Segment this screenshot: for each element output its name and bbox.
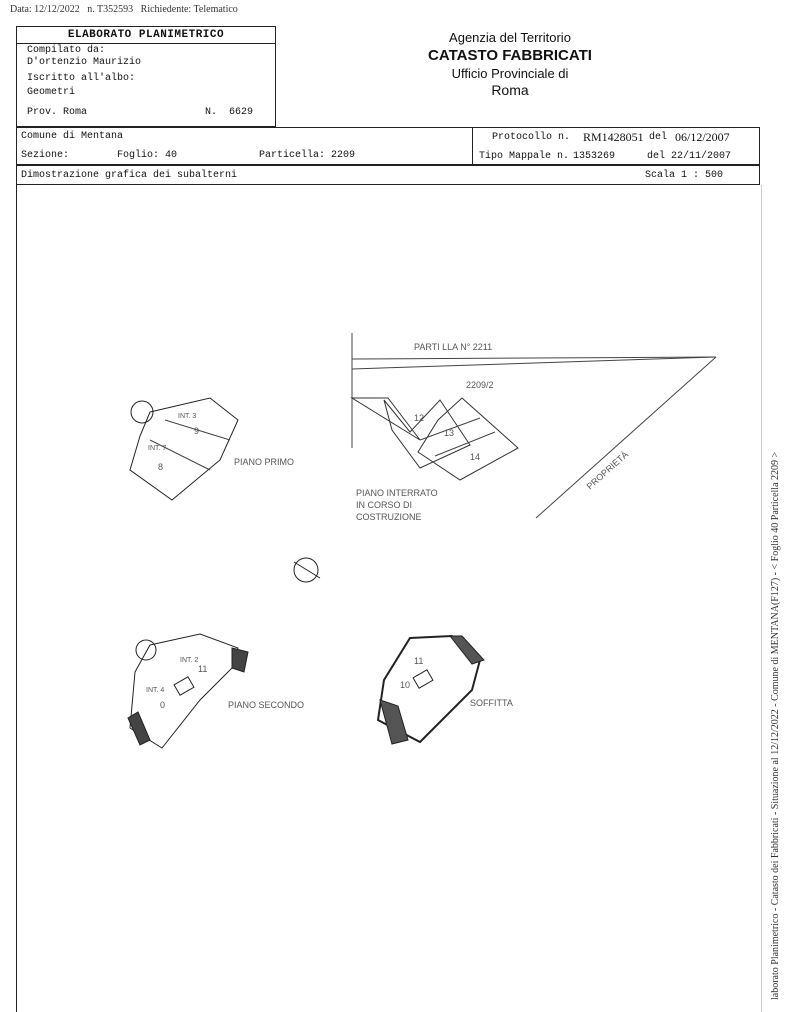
north-arrow-circle — [294, 558, 318, 582]
soffitta-terrace-top — [450, 636, 484, 664]
side-footer-text: laborato Planimetrico - Catasto dei Fabbricati - Situazione al 12/12/2022 - Comune di MENTANA(F127) - < Foglio 40 Particella 2209 > — [770, 451, 781, 1000]
tipo-mappale-date: 22/11/2007 — [671, 151, 732, 162]
unit-13: 13 — [444, 428, 455, 438]
foglio: Foglio: 40 — [117, 150, 178, 161]
unit-14: 14 — [470, 452, 481, 462]
compiled-by-name: D'ortenzio Maurizio — [27, 57, 142, 68]
primo-int7: INT. 7 — [148, 445, 167, 452]
soffitta-unit-10: 10 — [400, 680, 411, 690]
tipo-mappale-label: Tipo Mappale n. — [479, 151, 570, 162]
tipo-mappale-number: 1353269 — [573, 151, 616, 162]
elaborato-title: ELABORATO PLANIMETRICO — [17, 27, 275, 44]
soffitta-stair — [413, 670, 433, 688]
interrato-label-2: IN CORSO DI — [356, 500, 413, 510]
header-number: n. T352593 — [87, 4, 134, 15]
tipo-mappale-del: del — [647, 151, 666, 162]
registered-value: Geometri — [27, 87, 76, 98]
agency-name: Agenzia del Territorio — [449, 30, 571, 45]
primo-unit-9: 9 — [194, 426, 200, 436]
soffitta-label: SOFFITTA — [470, 698, 513, 708]
unit-12: 12 — [414, 413, 425, 423]
office-city: Roma — [491, 82, 529, 98]
secondo-stair — [136, 640, 156, 660]
header-requester: Richiedente: Telematico — [140, 4, 238, 15]
compiled-by-label: Compilato da: — [27, 45, 106, 56]
number-label: N. — [205, 107, 218, 118]
interrato-label-3: COSTRUZIONE — [356, 512, 422, 522]
particella: Particella: 2209 — [259, 150, 356, 161]
soffitta-terrace-bottom — [380, 700, 408, 744]
proprieta-label: PROPRIETÀ — [584, 449, 630, 492]
interrato-outline-right — [418, 398, 518, 480]
protocollo-date: 06/12/2007 — [675, 130, 730, 144]
catasto-title: CATASTO FABBRICATI — [428, 47, 592, 64]
secondo-unit-0: 0 — [160, 700, 166, 710]
protocollo-label: Protocollo n. — [492, 132, 571, 143]
interrato-wall — [352, 398, 420, 440]
secondo-stair-2 — [174, 677, 194, 695]
piano-primo-label: PIANO PRIMO — [234, 457, 295, 467]
number-value: 6629 — [229, 107, 254, 118]
particella-label: PARTI LLA N° 2211 — [414, 342, 493, 352]
registered-label: Iscritto all'albo: — [27, 73, 136, 84]
province: Prov. Roma — [27, 107, 88, 118]
primo-unit-8: 8 — [158, 462, 164, 472]
secondo-unit-11: 11 — [198, 664, 208, 674]
secondo-int2: INT. 2 — [180, 657, 199, 664]
secondo-terrace-right — [232, 648, 248, 672]
office-label: Ufficio Provinciale di — [451, 66, 569, 81]
protocollo-number: RM1428051 — [583, 130, 644, 144]
scale-text: Scala 1 : 500 — [645, 170, 724, 181]
header-date: Data: 12/12/2022 — [10, 4, 80, 15]
secondo-int4: INT. 4 — [146, 687, 165, 694]
subnumber-label: 2209/2 — [466, 380, 494, 390]
protocollo-del: del — [649, 132, 668, 143]
interrato-label-1: PIANO INTERRATO — [356, 488, 438, 498]
property-line — [536, 357, 716, 518]
soffitta-unit-11: 11 — [414, 656, 424, 666]
comune: Comune di Mentana — [21, 131, 124, 142]
primo-int3: INT. 3 — [178, 413, 197, 420]
piano-secondo-label: PIANO SECONDO — [228, 700, 305, 710]
sezione-label: Sezione: — [21, 150, 70, 161]
subtitle-text: Dimostrazione grafica dei subalterni — [21, 170, 238, 181]
